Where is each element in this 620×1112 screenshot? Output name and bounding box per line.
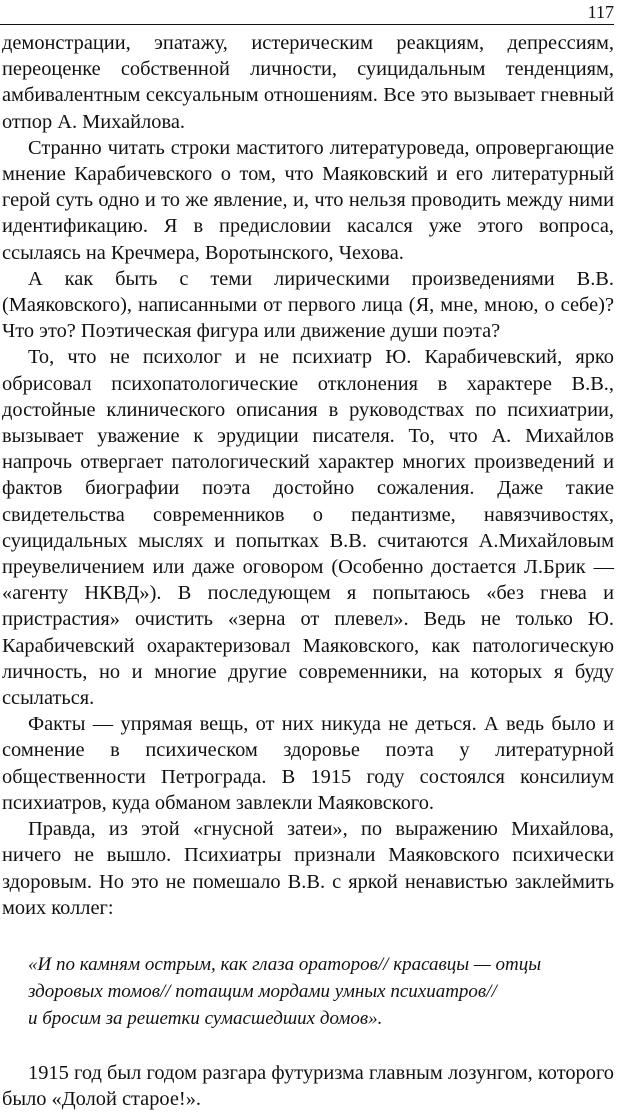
paragraph-4: То, что не психолог и не психиатр Ю. Карабичевский, ярко обрисовал психопатологические отклонения в характере В.В., достойные клинического описания в руководствах по психиатрии, вызывает уважение к эрудиции писателя. То, что А. Михайлов напрочь отвергает патологический характер многих произведений и фактов биографии поэта достойно сожаления. Даже такие свидетельства современников о педантизме, навязчивостях, суицидальных мыслях и попытках В.В. считаются А.Михайловым преувеличением или даже оговором (Особенно достается Л.Брик — «агенту НКВД»). В последующем я попытаюсь «без гнева и пристрастия» очистить «зерна от плевел». Ведь не только Ю. Карабичевский охарактеризовал Маяковского, как патологическую личность, но и многие другие современники, на которых я буду ссылаться.: [2, 346, 614, 710]
quote-line-3: и бросим за решетки сумасшедших домов».: [28, 1007, 383, 1029]
poem-quote: [2, 951, 614, 1032]
paragraph-6: Правда, из этой «гнусной затеи», по выражению Михайлова, ничего не вышло. Психиатры признали Маяковского психически здоровым. Но это не помешало В.В. с яркой ненавистью заклеймить моих коллег:: [2, 818, 614, 919]
body-text: [2, 30, 614, 1112]
paragraph-1: демонстрации, эпатажу, истерическим реакциям, депрессиям, переоценке собственной личности, суицидальным тенденциям, амбивалентным сексуальным отношениям. Все это вызывает гневный отпор А. Михайлова.: [2, 32, 614, 133]
quote-line-1: «И по камням острым, как глаза ораторов// красавцы — отцы: [28, 953, 542, 975]
closing-paragraph: 1915 год был годом разгара футуризма главным лозунгом, которого было «Долой старое!».: [2, 1061, 614, 1111]
page-number: 117: [587, 2, 614, 22]
paragraph-5: Факты — упрямая вещь, от них никуда не деться. А ведь было и сомнение в психическом здоровье поэта у литературной общественности Петрограда. В 1915 году состоялся консилиум психиатров, куда обманом завлекли Маяковского.: [2, 713, 614, 814]
paragraph-3: А как быть с теми лирическими произведениями В.В. (Маяковского), написанными от первого лица (Я, мне, мною, о себе)? Что это? Поэтическая фигура или движение души поэта?: [2, 267, 614, 343]
header-rule: [0, 24, 614, 25]
quote-line-2: здоровых томов// потащим мордами умных психиатров//: [28, 980, 497, 1002]
paragraph-2: Странно читать строки маститого литературоведа, опровергающие мнение Карабичевского о том, что Маяковский и его литературный герой суть одно и то же явление, и, что нельзя проводить между ними идентификацию. Я в предисловии касался уже этого вопроса, ссылаясь на Кречмера, Воротынского, Чехова.: [2, 136, 614, 264]
